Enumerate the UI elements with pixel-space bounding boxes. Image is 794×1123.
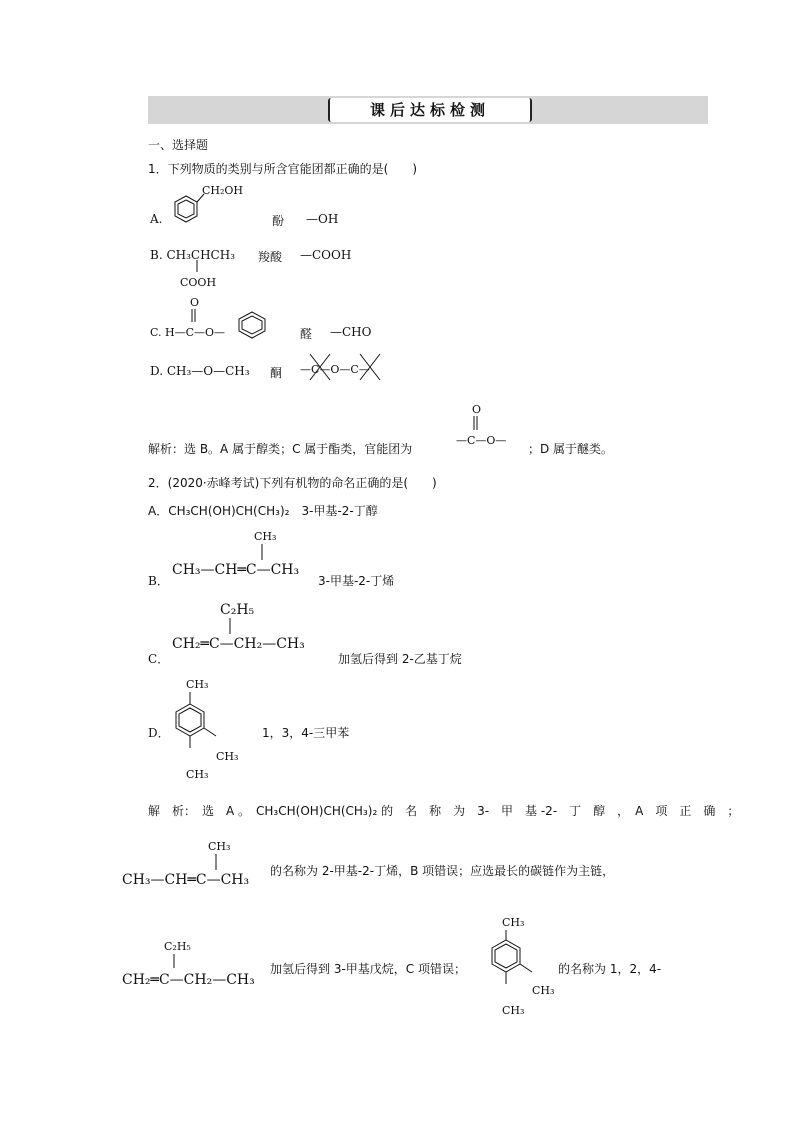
q2-d-sub3: CH₃: [186, 768, 209, 781]
ether-structure: [300, 352, 400, 388]
q2-analysis-d-sub1: CH₃: [502, 916, 525, 929]
q2-b-formula: CH₃—CH═C—CH₃: [172, 562, 300, 578]
q2-analysis-d-sub3: CH₃: [502, 1004, 525, 1017]
q2-analysis-d-structure: [488, 912, 568, 1022]
q2-analysis-2: 的名称为 2-甲基-2-丁烯，B 项错误；应选最长的碳链作为主链，: [270, 864, 615, 878]
q1-analysis-pre: 解析：选 B。A 属于醇类；C 属于酯类，官能团为: [148, 442, 413, 456]
q2-b-name: 3-甲基-2-丁烯: [318, 574, 395, 588]
q2-d-sub2: CH₃: [216, 750, 239, 763]
q1-c-oxygen: O: [190, 296, 200, 309]
q1-c-label: C. H—C—O—: [150, 326, 226, 339]
q1-d-class: 酮: [270, 366, 283, 380]
header-banner: [148, 96, 708, 124]
q2-d-name: 1，3，4-三甲苯: [262, 726, 350, 740]
q1-d-group: —C—O—C—: [300, 363, 370, 376]
q1-c-class: 醛: [300, 327, 313, 341]
q1-stem: 1．下列物质的类别与所含官能团都正确的是( ): [148, 162, 417, 176]
q2-analysis-d-sub2: CH₃: [532, 984, 555, 997]
q2-b-label: B．: [148, 574, 169, 588]
q2-analysis-b-top: CH₃: [208, 840, 231, 853]
section-title: 一、选择题: [148, 138, 209, 152]
q1-b-sub: COOH: [180, 276, 217, 289]
q2-analysis-1: 解 析： 选 A 。 CH₃CH(OH)CH(CH₃)₂ 的 名 称 为 3- 甲 基 -2- 丁 醇 ， A 项 正 确 ；: [148, 804, 740, 818]
q2-d-label: D．: [148, 726, 170, 740]
q2-c-name: 加氢后得到 2-乙基丁烷: [338, 652, 462, 666]
q2-analysis-c-formula: CH₂═C—CH₂—CH₃: [122, 972, 255, 988]
benzyl-alcohol-structure: [164, 184, 244, 234]
q2-b-structure: [172, 526, 322, 582]
q2-c-formula: CH₂═C—CH₂—CH₃: [172, 636, 305, 652]
phenyl-formate-structure: [150, 294, 290, 344]
q2-analysis-b-structure: [122, 836, 272, 892]
q2-d-sub1: CH₃: [186, 678, 209, 691]
q2-a: A．CH₃CH(OH)CH(CH₃)₂ 3-甲基-2-丁醇: [148, 504, 378, 518]
q2-analysis-3a: 加氢后得到 3-甲基戊烷，C 项错误；: [270, 962, 466, 976]
q1-a-class: 酚: [272, 214, 285, 228]
q2-b-top: CH₃: [254, 530, 277, 543]
q1-b-structure: [180, 258, 240, 288]
q2-c-label: C．: [148, 652, 170, 666]
q2-c-top: C₂H₅: [220, 602, 255, 618]
q1-a-sub: CH₂OH: [202, 184, 244, 197]
ester-group-structure: [456, 400, 536, 452]
q1-a-label: A.: [150, 212, 163, 226]
q2-analysis-c-top: C₂H₅: [164, 940, 191, 953]
q1-a-group: —OH: [306, 212, 339, 226]
q2-analysis-3b: 的名称为 1，2，4-: [558, 962, 662, 976]
ester-oxygen: O: [472, 403, 482, 416]
q1-b-group: —COOH: [300, 248, 352, 262]
ester-group-text: —C—O—: [456, 434, 507, 447]
q2-stem: 2．(2020·赤峰考试)下列有机物的命名正确的是( ): [148, 476, 437, 490]
trimethylbenzene-structure: [172, 674, 252, 784]
header-title: 课后达标检测: [328, 98, 532, 122]
q2-c-structure: [172, 598, 342, 658]
q1-d-label: D. CH₃—O—CH₃: [150, 364, 250, 378]
q1-analysis-post: ；D 属于醚类。: [528, 442, 614, 456]
q1-b-class: 羧酸: [258, 250, 283, 264]
q2-analysis-b-formula: CH₃—CH═C—CH₃: [122, 872, 250, 888]
q1-b-label: B. CH₃CHCH₃: [150, 248, 236, 262]
q1-c-group: —CHO: [330, 325, 372, 339]
q2-analysis-c-structure: [122, 934, 272, 990]
